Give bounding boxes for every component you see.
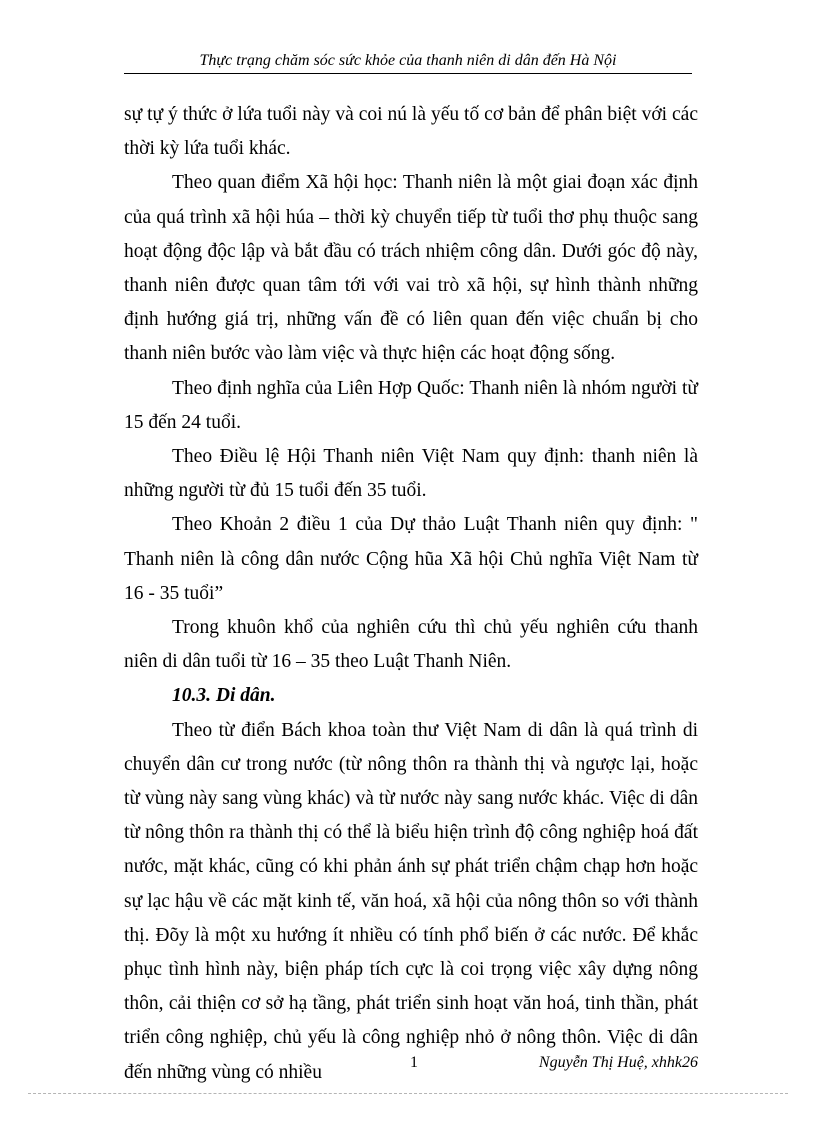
body-text [124, 98, 698, 1090]
page-number: 1 [410, 1054, 418, 1071]
paragraph: sự tự ý thức ở lứa tuổi này và coi nú là yếu tố cơ bản để phân biệt với các thời kỳ lứa tuổi khác. [124, 104, 698, 160]
author-name: Nguyễn Thị Huệ, xhhk26 [538, 1054, 698, 1071]
paragraph: Theo Điều lệ Hội Thanh niên Việt Nam quy định: thanh niên là những người từ đủ 15 tuổi đến 35 tuổi. [124, 446, 698, 502]
page-footer [124, 1054, 698, 1076]
header-divider [124, 73, 692, 74]
running-header: Thực trạng chăm sóc sức khỏe của thanh niên di dân đến Hà Nội [199, 52, 617, 69]
paragraph: Theo định nghĩa của Liên Hợp Quốc: Thanh niên là nhóm người từ 15 đến 24 tuổi. [124, 377, 698, 433]
paragraph: Theo từ điển Bách khoa toàn thư Việt Nam di dân là quá trình di chuyển dân cư trong nước (từ nông thôn ra thành thị và ngược lại, hoặc từ vùng này sang vùng khác) và từ nước này sang nước khác. Việc di dân từ nông thôn ra thành thị có thể là biểu hiện trình độ công nghiệp hoá đất nước, mặt khác, cũng có khi phản ánh sự phát triển chậm chạp hơn hoặc sự lạc hậu về các mặt kinh tế, văn hoá, xã hội của nông thôn so với thành thị. Đõy là một xu hướng ít nhiều có tính phổ biến ở các nước. Để khắc phục tình hình này, biện pháp tích cực là coi trọng việc xây dựng nông thôn, cải thiện cơ sở hạ tầng, phát triển sinh hoạt văn hoá, tinh thần, phát triển công nghiệp, chủ yếu là công nghiệp nhỏ ở nông thôn. Việc di dân đến những vùng có nhiều [124, 719, 698, 1083]
paragraph: Theo Khoản 2 điều 1 của Dự thảo Luật Thanh niên quy định: " Thanh niên là công dân nước Cộng hũa Xã hội Chủ nghĩa Việt Nam từ 16 - 35 tuổi” [124, 514, 698, 604]
page-bottom-divider [28, 1093, 788, 1094]
section-heading: 10.3. Di dân. [172, 685, 276, 707]
paragraph: Theo quan điểm Xã hội học: Thanh niên là một giai đoạn xác định của quá trình xã hội húa – thời kỳ chuyển tiếp từ tuổi thơ phụ thuộc sang hoạt động độc lập và bắt đầu có trách nhiệm công dân. Dưới góc độ này, thanh niên được quan tâm tới với vai trò xã hội, sự hình thành những định hướng giá trị, những vấn đề có liên quan đến việc chuẩn bị cho thanh niên bước vào làm việc và thực hiện các hoạt động sống. [124, 172, 698, 365]
paragraph: Trong khuôn khổ của nghiên cứu thì chủ yếu nghiên cứu thanh niên di dân tuổi từ 16 – 35 theo Luật Thanh Niên. [124, 617, 698, 673]
